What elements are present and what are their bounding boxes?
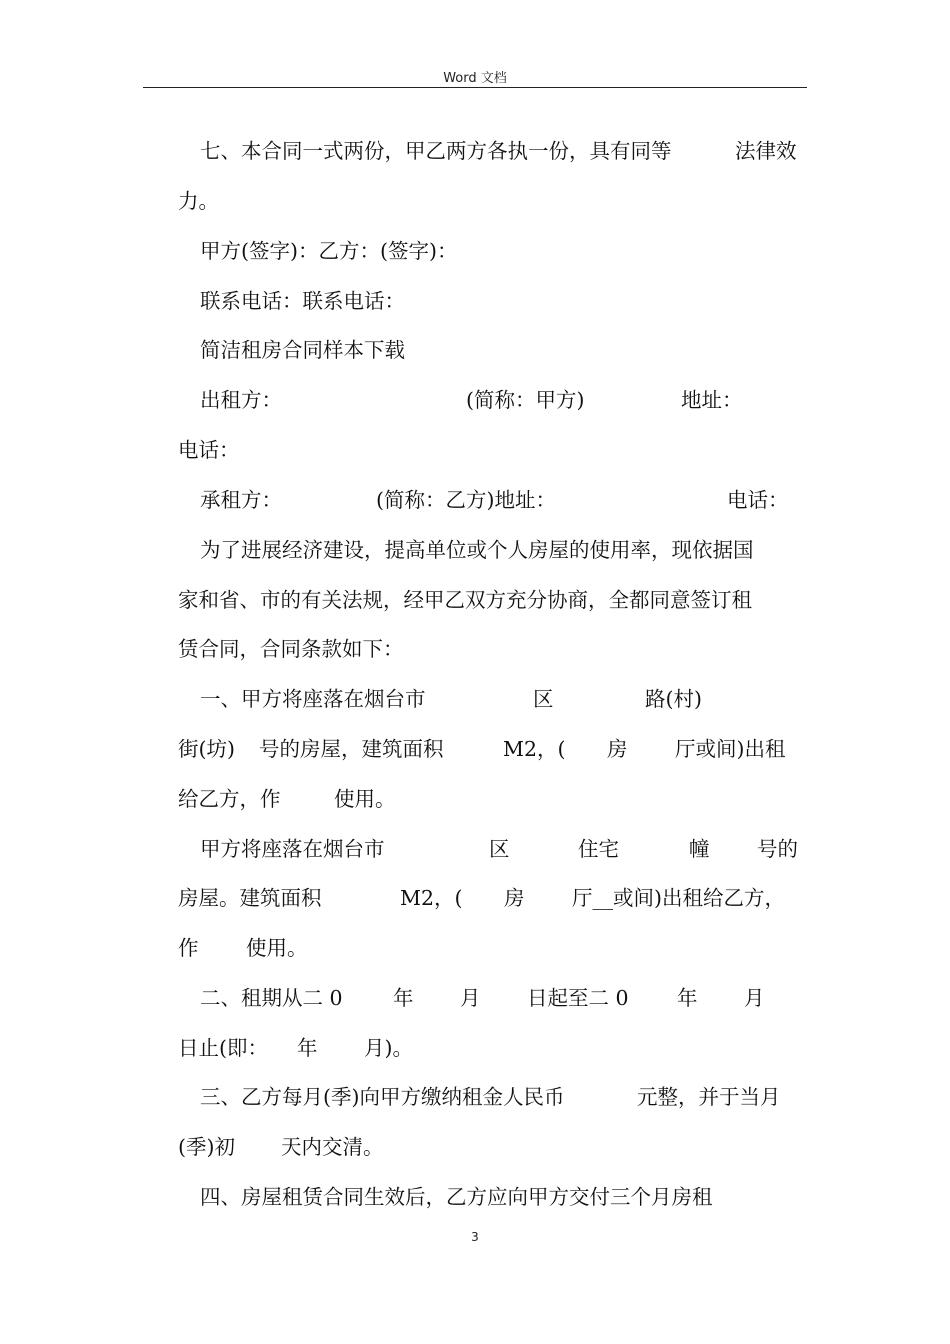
text-segment: 力。 bbox=[178, 189, 219, 213]
text-segment: M2，( bbox=[503, 737, 566, 761]
text-segment: 电话： bbox=[178, 438, 240, 462]
text-segment: (季)初 bbox=[178, 1135, 235, 1159]
text-segment: 号的房屋，建筑面积 bbox=[259, 737, 444, 761]
text-segment: 地址： bbox=[681, 388, 743, 412]
text-segment: 七、本合同一式两份，甲乙两方各执一份，具有同等 bbox=[200, 139, 672, 163]
text-segment: 住宅 bbox=[578, 837, 619, 861]
text-segment: 四、房屋租赁合同生效后，乙方应向甲方交付三个月房租 bbox=[200, 1185, 713, 1209]
text-segment: 年 bbox=[677, 986, 698, 1010]
text-segment: 家和省、市的有关法规，经甲乙双方充分协商，全都同意签订租 bbox=[178, 588, 752, 612]
text-segment: 出租方： bbox=[200, 388, 282, 412]
text-segment: 三、乙方每月(季)向甲方缴纳租金人民币 bbox=[200, 1085, 565, 1109]
text-segment: 作 bbox=[178, 936, 199, 960]
text-segment: 月 bbox=[744, 986, 765, 1010]
text-segment: 赁合同，合同条款如下： bbox=[178, 637, 404, 661]
page-number: 3 bbox=[471, 1230, 479, 1244]
text-segment: 号的 bbox=[757, 837, 798, 861]
text-segment: 区 bbox=[533, 687, 554, 711]
text-segment: 厅或间)出租 bbox=[675, 737, 786, 761]
text-segment: 一、甲方将座落在烟台市 bbox=[200, 687, 426, 711]
header-rule bbox=[143, 87, 807, 88]
text-segment: 幢 bbox=[689, 837, 710, 861]
text-segment: 年 bbox=[297, 1036, 318, 1060]
text-segment: 房 bbox=[607, 737, 628, 761]
text-segment: 为了进展经济建设，提高单位或个人房屋的使用率，现依据国 bbox=[200, 538, 754, 562]
text-segment: 房 bbox=[504, 886, 525, 910]
text-segment: (简称：甲方) bbox=[466, 388, 585, 412]
text-segment: 街(坊) bbox=[178, 737, 235, 761]
text-segment: 月)。 bbox=[364, 1036, 413, 1060]
text-segment: 联系电话：联系电话： bbox=[200, 289, 405, 313]
header-title: Word 文档 bbox=[443, 71, 507, 86]
text-segment: 厅__或间)出租给乙方， bbox=[572, 886, 785, 910]
text-segment: 甲方(签字)：乙方：(签字)： bbox=[200, 239, 458, 263]
text-segment: 月 bbox=[460, 986, 481, 1010]
text-segment: 天内交清。 bbox=[281, 1135, 384, 1159]
text-segment: 日止(即： bbox=[178, 1036, 268, 1060]
text-segment: 承租方： bbox=[200, 488, 282, 512]
text-segment: (简称：乙方)地址： bbox=[376, 488, 556, 512]
text-segment: 电话： bbox=[727, 488, 789, 512]
text-segment: 给乙方，作 bbox=[178, 787, 281, 811]
text-segment: 使用。 bbox=[246, 936, 308, 960]
text-segment: M2，( bbox=[400, 886, 463, 910]
text-segment: 路(村) bbox=[645, 687, 702, 711]
text-segment: 法律效 bbox=[735, 139, 797, 163]
text-segment: 房屋。建筑面积 bbox=[178, 886, 322, 910]
text-segment: 简洁租房合同样本下载 bbox=[200, 338, 405, 362]
text-segment: 日起至二 0 bbox=[527, 986, 629, 1010]
text-segment: 区 bbox=[489, 837, 510, 861]
text-segment: 年 bbox=[393, 986, 414, 1010]
text-segment: 元整，并于当月 bbox=[637, 1085, 781, 1109]
text-segment: 二、租期从二 0 bbox=[200, 986, 343, 1010]
text-segment: 使用。 bbox=[334, 787, 396, 811]
text-segment: 甲方将座落在烟台市 bbox=[200, 837, 385, 861]
